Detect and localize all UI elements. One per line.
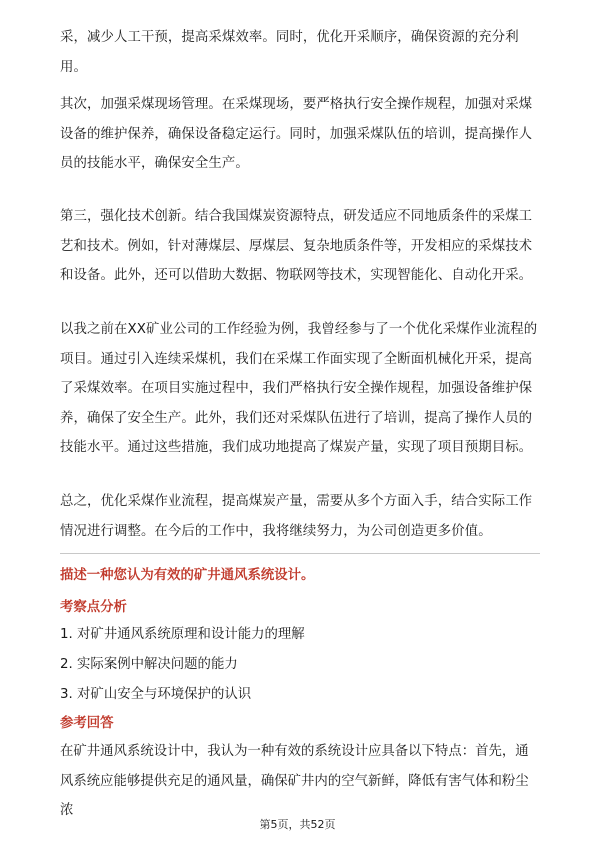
analysis-title: 考察点分析 bbox=[60, 600, 127, 615]
answer-text: 在矿井通风系统设计中，我认为一种有效的系统设计应具备以下特点：首先，通风系统应能够提供充足的通风量，确保矿井内的空气新鲜，降低有害气体和粉尘浓 bbox=[60, 744, 529, 818]
answer-title: 参考回答 bbox=[60, 716, 114, 731]
page-footer: 第5页，共52页 bbox=[259, 818, 336, 831]
question-heading: 描述一种您认为有效的矿井通风系统设计。 bbox=[60, 568, 315, 583]
section-divider bbox=[60, 553, 540, 554]
paragraph-technical-innovation: 第三，强化技术创新。结合我国煤炭资源特点，研发适应不同地质条件的采煤工艺和技术。例如，针对薄煤层、厚煤层、复杂地质条件等，开发相应的采煤技术和设备。此外，还可以借助大数据、物联网等技术，实现智能化、自动化开采。 bbox=[60, 209, 533, 283]
paragraph-site-management: 其次，加强采煤现场管理。在采煤现场，要严格执行安全操作规程，加强对采煤设备的维护保养，确保设备稳定运行。同时，加强采煤队伍的培训，提高操作人员的技能水平，确保安全生产。 bbox=[60, 97, 533, 171]
analysis-point: 1. 对矿井通风系统原理和设计能力的理解 bbox=[60, 627, 305, 642]
paragraph-continuation: 采，减少人工干预，提高采煤效率。同时，优化开采顺序，确保资源的充分利用。 bbox=[60, 30, 519, 75]
analysis-point: 3. 对矿山安全与环境保护的认识 bbox=[60, 687, 252, 702]
paragraph-work-example: 以我之前在XX矿业公司的工作经验为例，我曾经参与了一个优化采煤作业流程的项目。通过引入连续采煤机，我们在采煤工作面实现了全断面机械化开采，提高了采煤效率。在项目实施过程中，我们严格执行安全操作规程，加强设备维护保养，确保了安全生产。此外，我们还对采煤队伍进行了培训，提高了操作人员的技能水平。通过这些措施，我们成功地提高了煤炭产量，实现了项目预期目标。 bbox=[60, 322, 538, 455]
paragraph-summary: 总之，优化采煤作业流程，提高煤炭产量，需要从多个方面入手，结合实际工作情况进行调整。在今后的工作中，我将继续努力，为公司创造更多价值。 bbox=[60, 494, 533, 539]
analysis-point: 2. 实际案例中解决问题的能力 bbox=[60, 657, 238, 672]
